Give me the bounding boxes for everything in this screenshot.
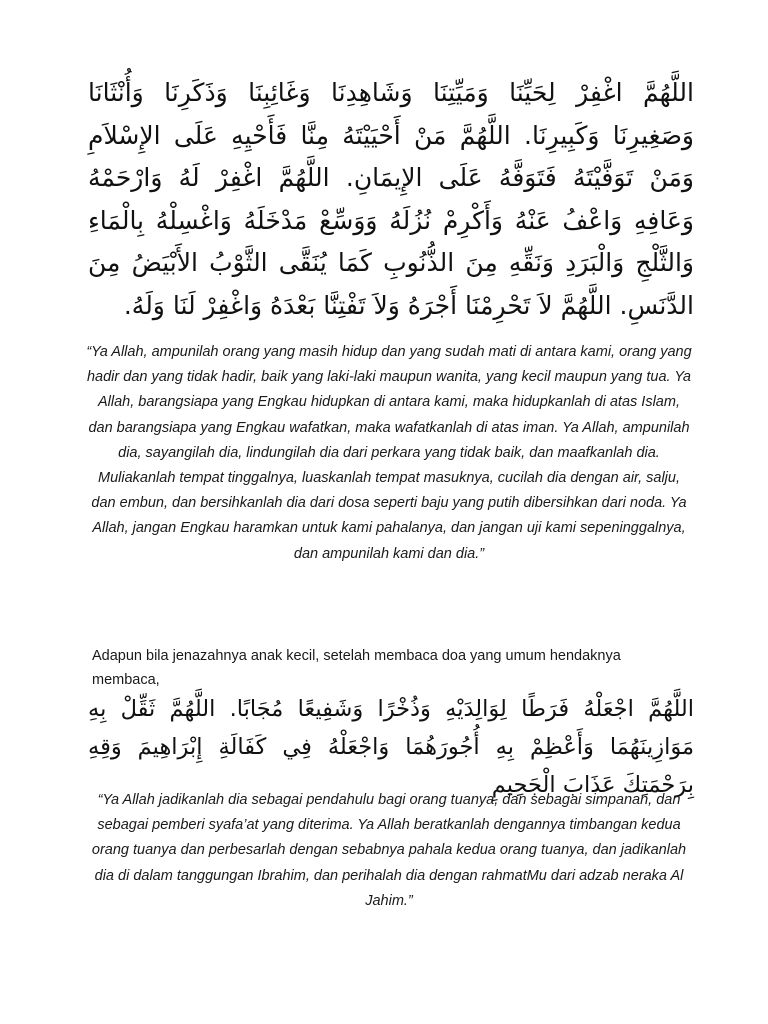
- doa-anak-translation: “Ya Allah jadikanlah dia sebagai pendahulu bagi orang tuanya, dan sebagai simpanan, dan sebagai pemberi syafa’at yang diterima. Ya Allah beratkanlah dengannya timbangan kedua orang tuanya dan perbesarlah dengan sebabnya pahala kedua orang tuanya, dan jadikanlah dia di dalam tanggungan Ibrahim, dan perihalah dia dengan rahmatMu dari adzab neraka Al Jahim.”: [91, 792, 687, 909]
- doa-umum-translation: “Ya Allah, ampunilah orang yang masih hidup dan yang sudah mati di antara kami, orang yang hadir dan yang tidak hadir, baik yang laki-laki maupun wanita, yang kecil maupun yang tua. Ya Allah, barangsiapa yang Engkau hidupkan di antara kami, maka hidupkanlah di atas Islam, dan barangsiapa yang Engkau wafatkan, maka wafatkanlah di atas iman. Ya Allah, ampunilah dia, sayangilah dia, lindungilah dia dari perkara yang tidak baik, dan maafkanlah dia. Muliakanlah tempat tinggalnya, luaskanlah tempat masuknya, cucilah dia dengan air, salju, dan embun, dan bersihkanlah dia dari dosa seperti baju yang putih dibersihkan dari noda. Ya Allah, jangan Engkau haramkan untuk kami pahalanya, dan jangan uji kami sepeninggalnya, dan ampunilah kami dan dia.”: [86, 344, 692, 562]
- doa-umum-arabic: اللَّهُمَّ اغْفِرْ لِحَيِّنَا وَمَيِّتِنَا وَشَاهِدِنَا وَغَائِبِنَا وَذَكَرِنَا وَأُنْثَانَا وَصَغِيرِنَا وَكَبِيرِنَا. اللَّهُمَّ مَنْ أَحْيَيْتَهُ مِنَّا فَأَحْيِهِ عَلَى الإِسْلاَمِ وَمَنْ تَوَفَّيْتَهُ فَتَوَفَّهُ عَلَى الإِيمَانِ. اللَّهُمَّ اغْفِرْ لَهُ وَارْحَمْهُ وَعَافِهِ وَاعْفُ عَنْهُ وَأَكْرِمْ نُزُلَهُ وَوَسِّعْ مَدْخَلَهُ وَاغْسِلْهُ بِالْمَاءِ وَالثَّلْجِ وَالْبَرَدِ وَنَقِّهِ مِنَ الذُّنُوبِ كَمَا يُنَقَّى الثَّوْبُ الأَبْيَضُ مِنَ الدَّنَسِ. اللَّهُمَّ لاَ تَحْرِمْنَا أَجْرَهُ وَلاَ تَفْتِنَّا بَعْدَهُ وَاغْفِرْ لَنَا وَلَهُ.: [88, 78, 694, 320]
- doa-anak-arabic: اللَّهُمَّ اجْعَلْهُ فَرَطًا لِوَالِدَيْهِ وَذُخْرًا وَشَفِيعًا مُجَابًا. اللَّهُمَّ ثَقِّلْ بِهِ مَوَازِينَهُمَا وَأَعْظِمْ بِهِ أُجُورَهُمَا وَاجْعَلْهُ فِي كَفَالَةِ إِبْرَاهِيمَ وَقِهِ بِرَحْمَتِكَ عَذَابَ الْجَحِيمِ: [88, 696, 694, 798]
- intro-anak-kecil: Adapun bila jenazahnya anak kecil, setelah membaca doa yang umum hendaknya membaca,: [92, 648, 621, 688]
